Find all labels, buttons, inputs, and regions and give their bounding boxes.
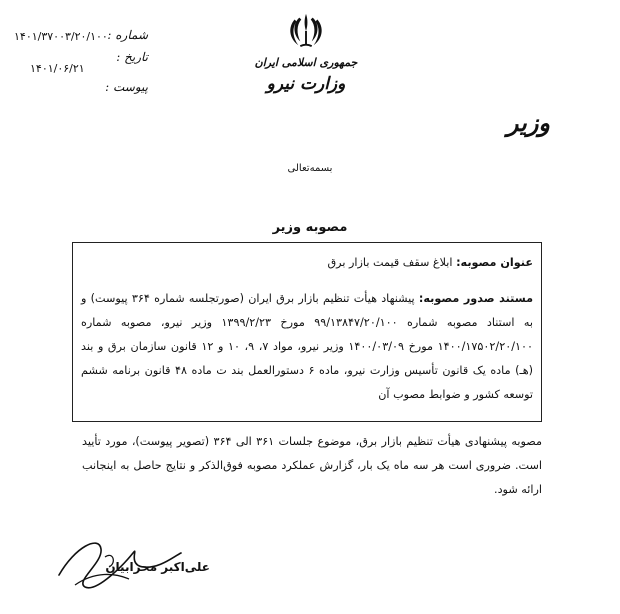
ministry-name: وزارت نیرو [266,74,346,94]
basis-paragraph [81,287,533,407]
letter-date: ۱۴۰۱/۰۶/۲۱ [30,62,85,75]
basis-text: پیشنهاد هیأت تنظیم بازار برق ایران (صورتجلسه شماره ۳۶۴ پیوست) و به استناد مصوبه شماره ۹۹/۱۳۸۴۷/۲۰/۱۰۰ مورخ ۱۳۹۹/۲/۲۳ وزیر نیرو، مصوبه شماره ۱۴۰۰/۱۷۵۰۲/۲۰/۱۰۰ مورخ ۱۴۰۰/۰۳/۰۹ وزیر نیرو، مواد ۷، ۹، ۱۰ و ۱۲ قانون سازمان برق و بند (هـ) ماده یک قانون تأسیس وزارت نیرو، ماده ۶ دستورالعمل بند ت ماده ۴۸ قانون برنامه ششم توسعه کشور و ضوابط مصوب آن [81,292,534,401]
basis-label: مستند صدور مصوبه: [418,292,534,305]
subject-text: ابلاغ سقف قیمت بازار برق [327,256,453,269]
number-label: شماره : [107,28,148,42]
date-label: تاریخ : [116,50,148,64]
minister-title: وزیر [506,108,550,137]
decree-box [72,242,542,422]
letter-number: ۱۴۰۱/۳۷۰۰۳/۲۰/۱۰۰ [14,30,108,43]
country-name: جمهوری اسلامی ایران [254,56,358,69]
page-title: مصوبه وزیر [272,220,348,235]
bismillah: بسمه‌تعالی [287,163,333,174]
attachment-label: پیوست : [105,80,148,94]
body-text: مصوبه پیشنهادی هیأت تنظیم بازار برق، موضوع جلسات ۳۶۱ الی ۳۶۴ (تصویر پیوست)، مورد تأیید است. ضروری است هر سه ماه یک بار، گزارش عملکرد مصوبه فوق‌الذکر و نتایج حاصل به اینجانب ارائه شود. [82,435,542,496]
handwritten-signature [55,527,185,597]
subject-line [81,251,533,275]
signatory-name: علی‌اکبر محرابیان [105,560,210,574]
subject-label: عنوان مصوبه: [456,256,533,269]
body-paragraph [82,430,542,502]
iran-emblem-icon [287,10,325,50]
